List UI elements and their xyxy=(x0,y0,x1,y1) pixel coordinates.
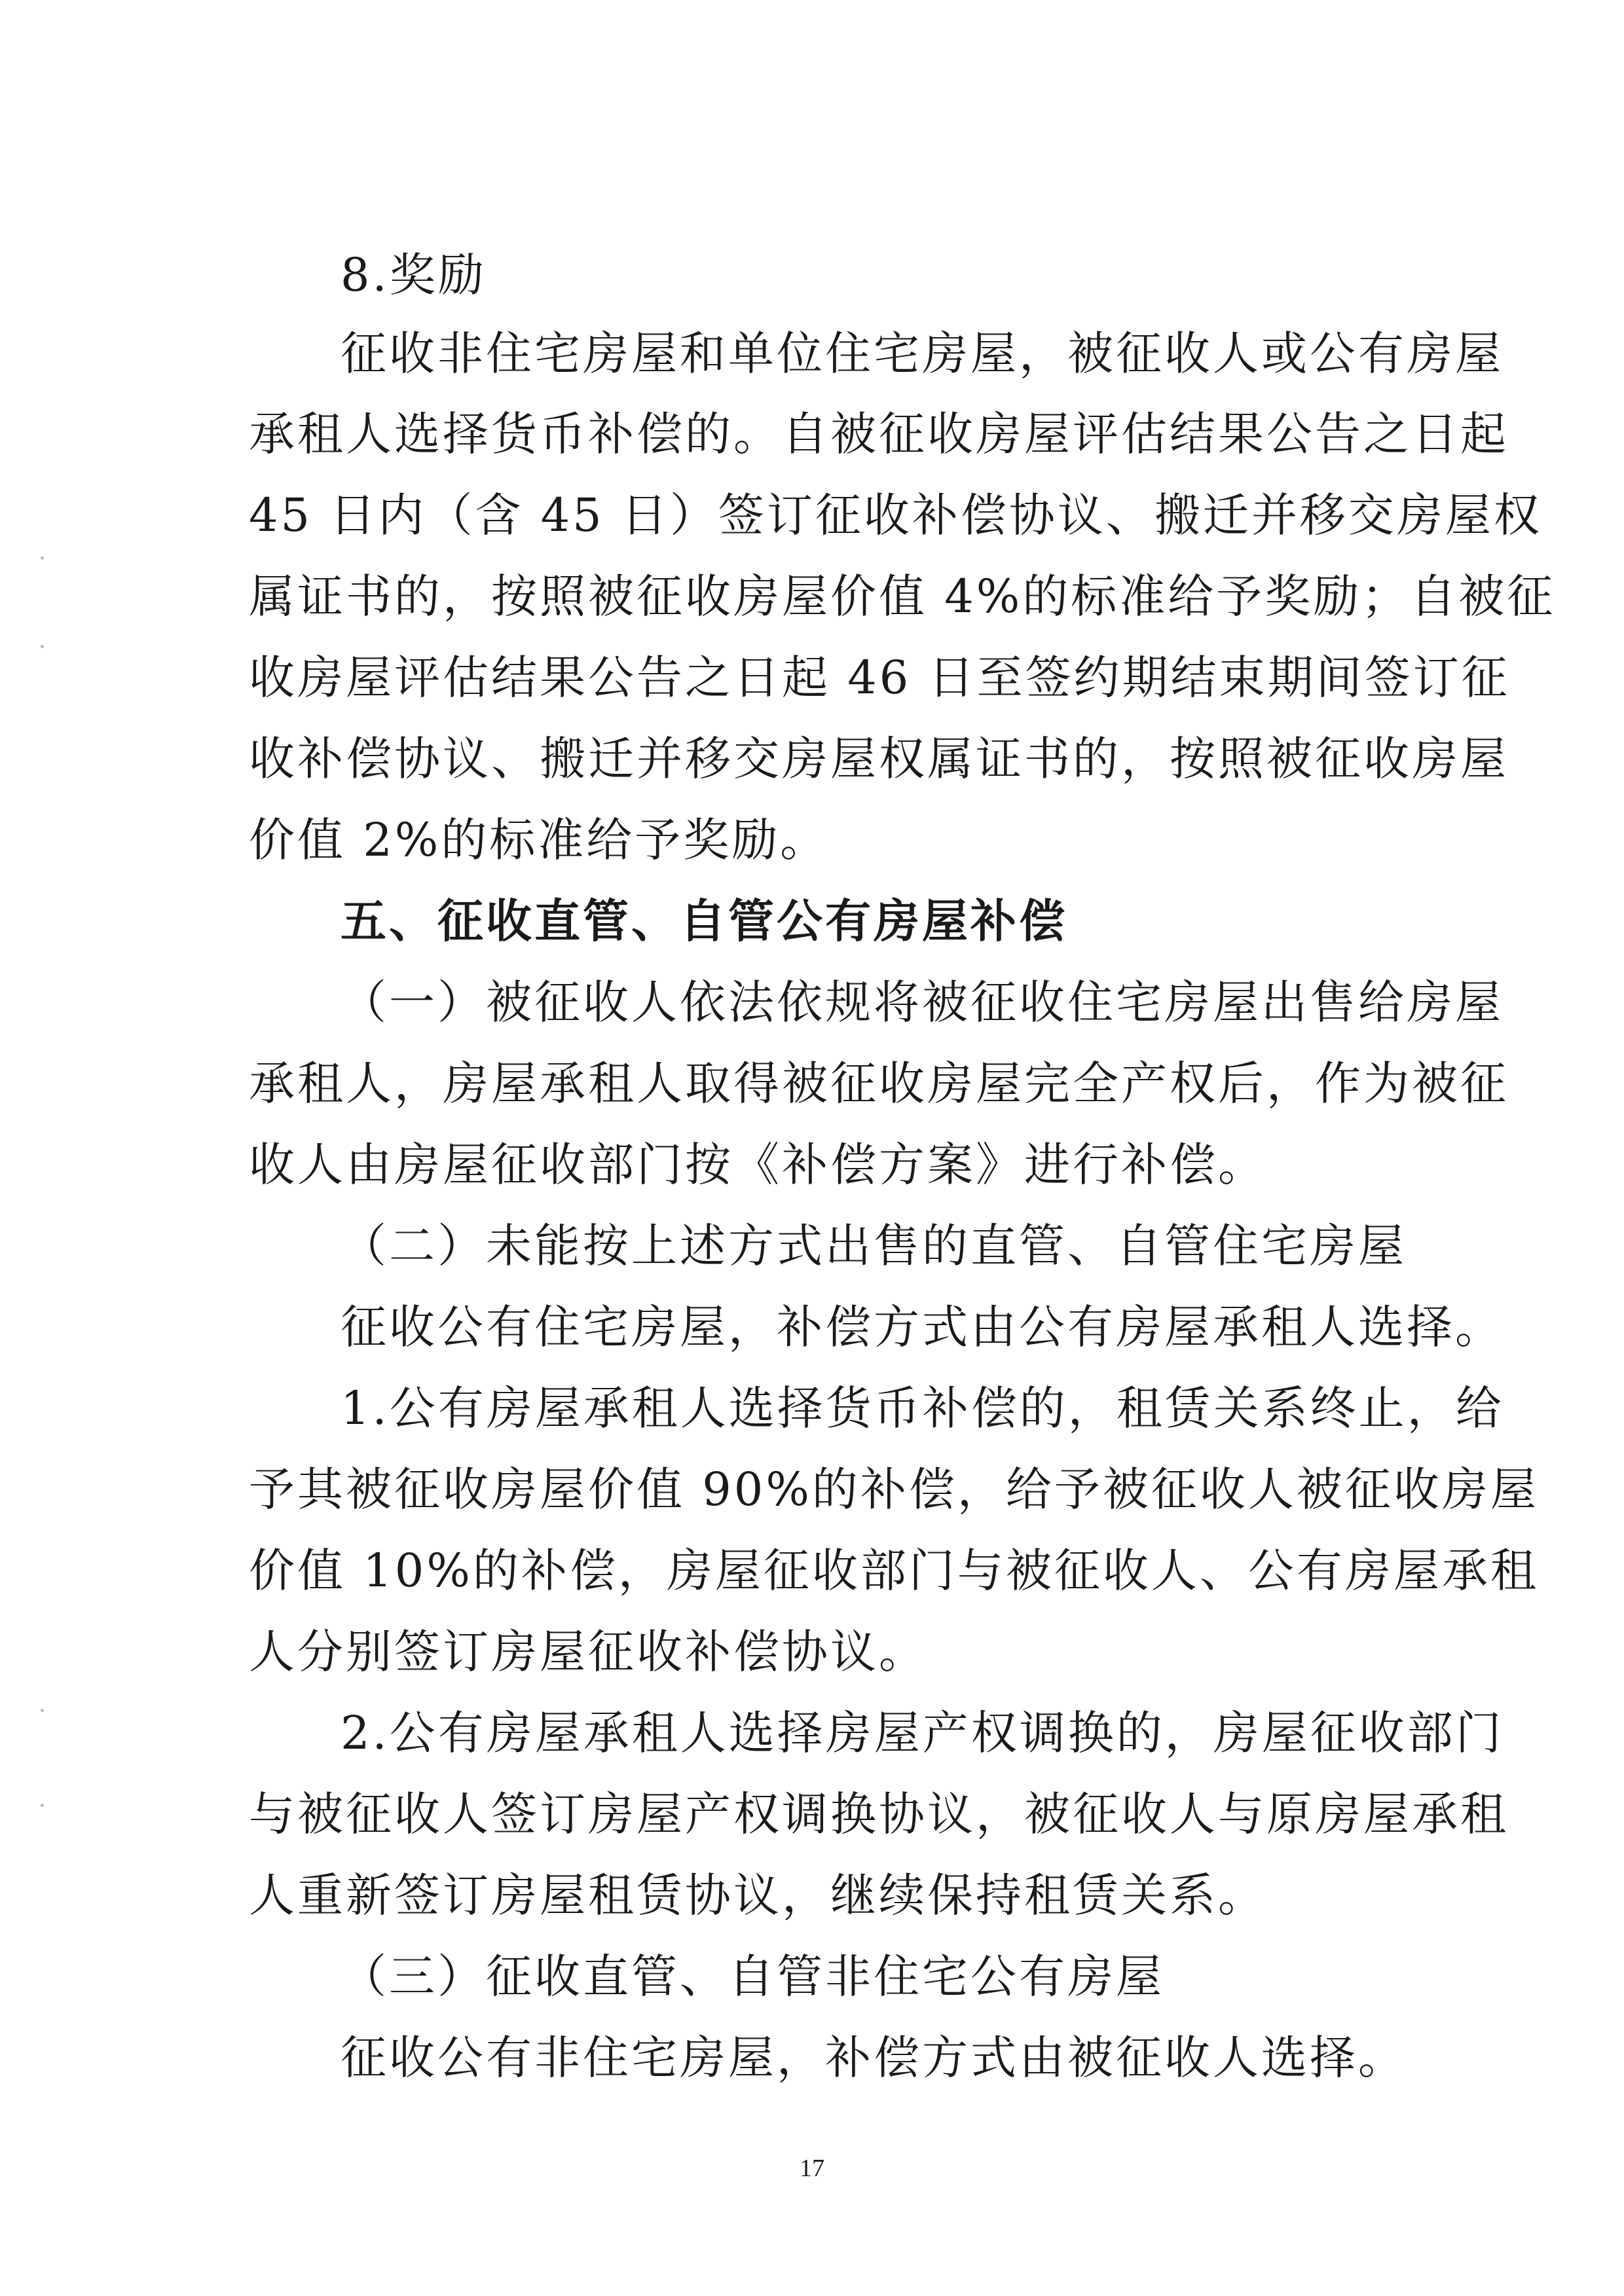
paragraph-line: 承租人，房屋承租人取得被征收房屋完全产权后，作为被征 xyxy=(249,1057,1509,1110)
paragraph-line: 收房屋评估结果公告之日起 46 日至签约期结束期间签订征 xyxy=(249,651,1510,704)
paragraph-line: 收人由房屋征收部门按《补偿方案》进行补偿。 xyxy=(249,1138,1266,1192)
paragraph-line: 价值 10%的补偿，房屋征收部门与被征收人、公有房屋承租 xyxy=(249,1544,1539,1597)
scan-speck xyxy=(41,645,44,648)
paragraph-line: 1.公有房屋承租人选择货币补偿的，租赁关系终止，给 xyxy=(341,1381,1504,1435)
paragraph-line: （一）被征收人依法依规将被征收住宅房屋出售给房屋 xyxy=(341,975,1504,1029)
paragraph-line: 征收公有非住宅房屋，补偿方式由被征收人选择。 xyxy=(341,2031,1407,2085)
paragraph-line: 2.公有房屋承租人选择房屋产权调换的，房屋征收部门 xyxy=(341,1706,1504,1760)
page-number: 17 xyxy=(800,2155,824,2182)
scan-speck xyxy=(41,1709,44,1712)
subsection-heading-two: （二）未能按上述方式出售的直管、自管住宅房屋 xyxy=(341,1219,1407,1273)
scan-speck xyxy=(41,556,44,560)
paragraph-line: 人分别签订房屋征收补偿协议。 xyxy=(249,1625,927,1679)
paragraph-line: 属证书的，按照被征收房屋价值 4%的标准给予奖励；自被征 xyxy=(249,570,1556,623)
paragraph-line: 价值 2%的标准给予奖励。 xyxy=(249,813,829,867)
paragraph-line: 征收公有住宅房屋，补偿方式由公有房屋承租人选择。 xyxy=(341,1300,1504,1354)
section-heading-reward: 8.奖励 xyxy=(341,248,487,302)
paragraph-line: 与被征收人签订房屋产权调换协议，被征收人与原房屋承租 xyxy=(249,1787,1509,1841)
section-heading-five: 五、征收直管、自管公有房屋补偿 xyxy=(341,894,1067,948)
scan-speck xyxy=(41,1804,44,1807)
paragraph-line: 人重新签订房屋租赁协议，继续保持租赁关系。 xyxy=(249,1868,1266,1922)
paragraph-line: 征收非住宅房屋和单位住宅房屋，被征收人或公有房屋 xyxy=(341,327,1504,380)
paragraph-line: 予其被征收房屋价值 90%的补偿，给予被征收人被征收房屋 xyxy=(249,1463,1539,1516)
paragraph-line: 45 日内（含 45 日）签订征收补偿协议、搬迁并移交房屋权 xyxy=(249,488,1542,542)
paragraph-line: 收补偿协议、搬迁并移交房屋权属证书的，按照被征收房屋 xyxy=(249,732,1509,786)
subsection-heading-three: （三）征收直管、自管非住宅公有房屋 xyxy=(341,1950,1164,2003)
paragraph-line: 承租人选择货币补偿的。自被征收房屋评估结果公告之日起 xyxy=(249,407,1509,461)
